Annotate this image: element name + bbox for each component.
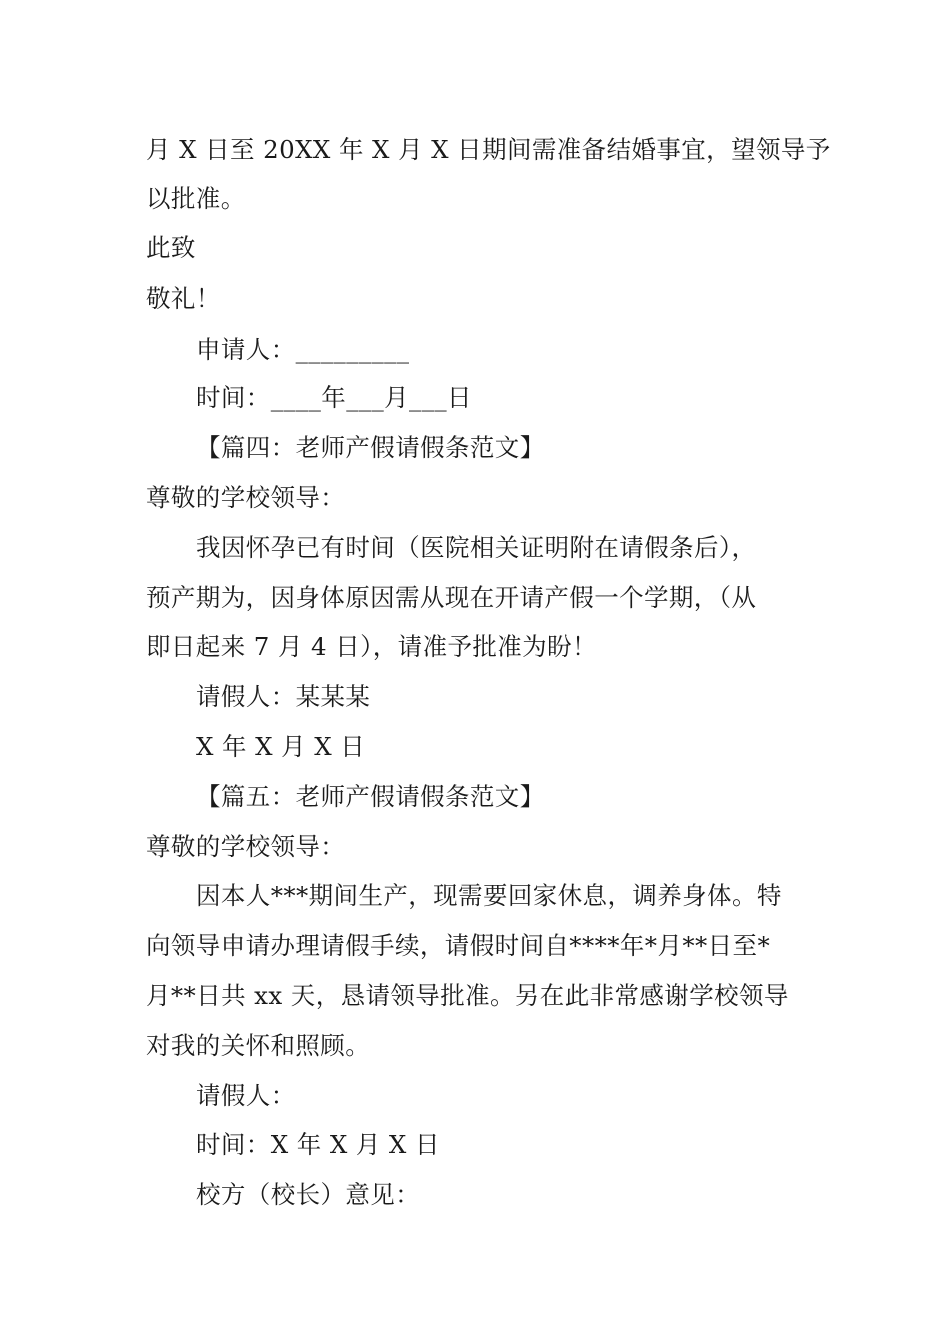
section-4-body-line: 我因怀孕已有时间（医院相关证明附在请假条后），: [196, 533, 757, 562]
applicant-line: 申请人：_________: [196, 335, 410, 364]
section-5-opinion: 校方（校长）意见：: [196, 1180, 421, 1209]
closing-salutation: 此致: [146, 233, 196, 262]
section-5-body-line: 向领导申请办理请假手续，请假时间自****年*月**日至*: [146, 931, 771, 960]
section-5-heading: 【篇五：老师产假请假条范文】: [196, 782, 545, 811]
section-5-body-line: 月**日共 xx 天，恳请领导批准。另在此非常感谢学校领导: [146, 981, 789, 1010]
section-4-body-line: 预产期为，因身体原因需从现在开请产假一个学期，（从: [146, 583, 757, 612]
section-4-salutation: 尊敬的学校领导：: [146, 483, 346, 512]
section-5-salutation: 尊敬的学校领导：: [146, 832, 346, 861]
section-4-heading: 【篇四：老师产假请假条范文】: [196, 433, 545, 462]
paragraph-continuation-line-1: 月 X 日至 20XX 年 X 月 X 日期间需准备结婚事宜，望领导予: [146, 135, 831, 164]
date-line: 时间：____年___月___日: [196, 383, 472, 412]
section-4-date: X 年 X 月 X 日: [196, 732, 366, 761]
section-5-signer: 请假人：: [196, 1081, 296, 1110]
section-5-body-line: 因本人***期间生产，现需要回家休息，调养身体。特: [196, 881, 782, 910]
section-4-signer: 请假人：某某某: [196, 682, 371, 711]
section-5-date: 时间：X 年 X 月 X 日: [196, 1130, 440, 1159]
paragraph-continuation-line-2: 以批准。: [146, 184, 246, 213]
closing-regards: 敬礼！: [146, 284, 221, 313]
section-4-body-line: 即日起来 7 月 4 日），请准予批准为盼！: [146, 632, 597, 661]
section-5-body-line: 对我的关怀和照顾。: [146, 1031, 371, 1060]
